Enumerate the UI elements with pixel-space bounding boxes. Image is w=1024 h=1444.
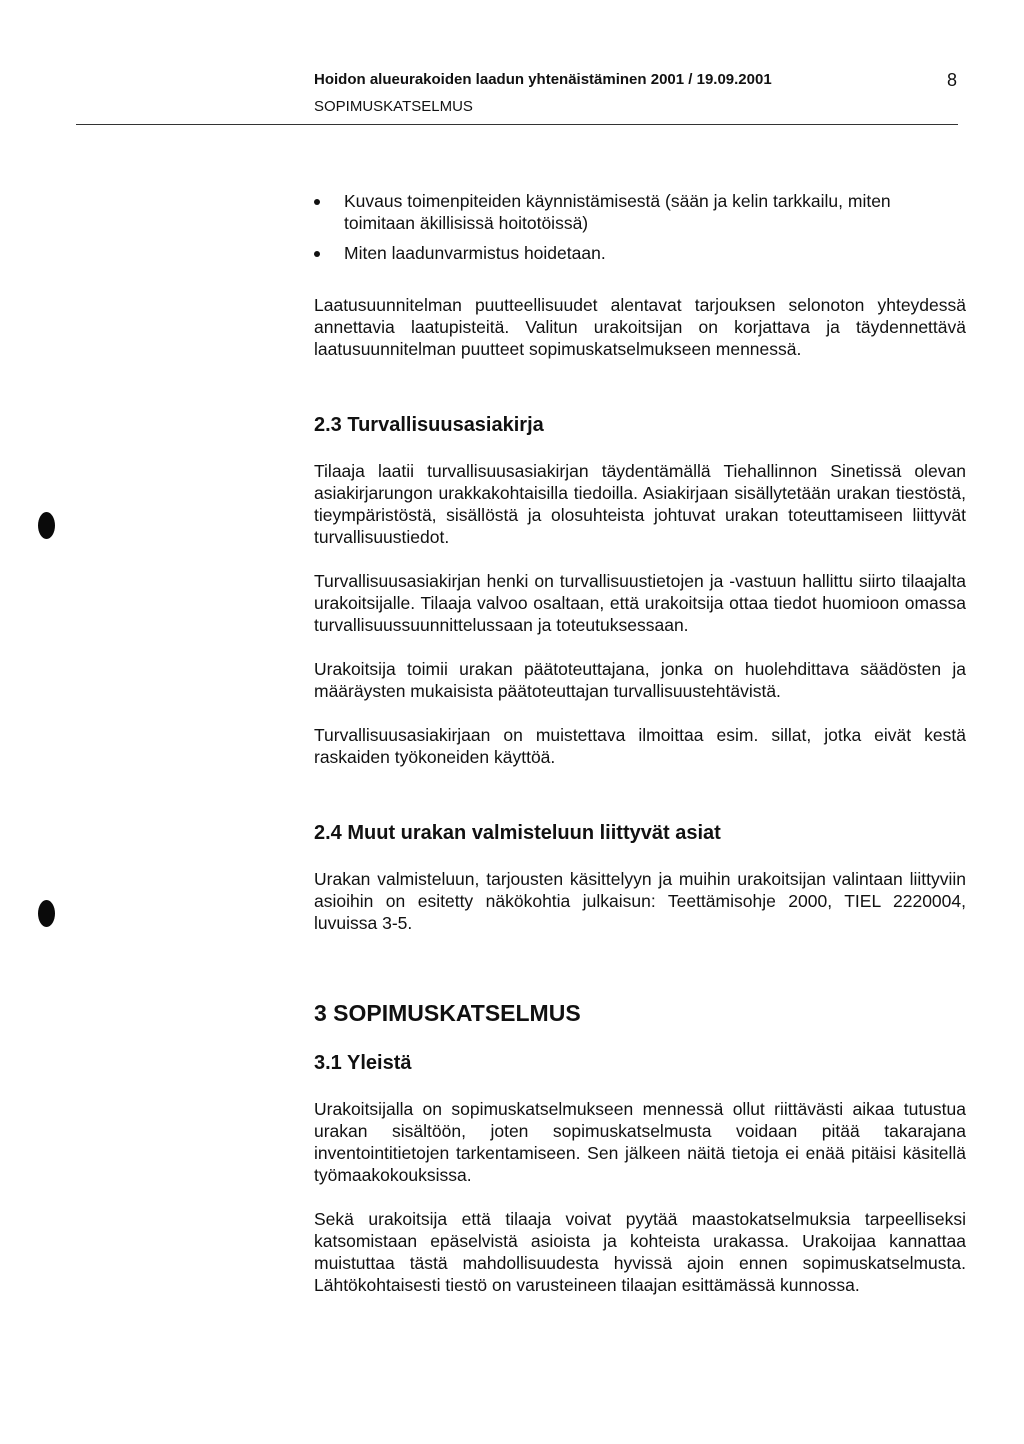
bullet-icon (314, 251, 320, 257)
paragraph: Laatusuunnitelman puutteellisuudet alentavat tarjouksen selonoton yhteydessä annettavia laatupisteitä. Valitun urakoitsijan on korjattava ja täydennettävä laatusuunnitelman puutteet sopimuskatselmukseen mennessä. (314, 295, 966, 359)
paragraph: Tilaaja laatii turvallisuusasiakirjan täydentämällä Tiehallinnon Sinetissä olevan asiakirjarungon urakkakohtaisilla tiedoilla. Asiakirjaan sisällytetään urakan tiestöstä, tieympäristöstä, sisällöstä ja olosuhteista johtuvat urakan toteuttamiseen liittyvät turvallisuustiedot. (314, 461, 966, 547)
header-title: Hoidon alueurakoiden laadun yhtenäistäminen 2001 / 19.09.2001 (314, 71, 772, 88)
page-number: 8 (947, 70, 958, 90)
bullet-icon (314, 199, 320, 205)
paragraph: Sekä urakoitsija että tilaaja voivat pyytää maastokatselmuksia tarpeelliseksi katsomistaan epäselvistä asioista ja kohteista urakassa. Urakoijaa kannattaa muistuttaa tästä mahdollisuudesta hyvissä ajoin ennen sopimuskatselmusta. Lähtökohtaisesti tiestö on varusteineen tilaajan esittämässä kunnossa. (314, 1209, 966, 1295)
header-subtitle: SOPIMUSKATSELMUS (314, 98, 473, 115)
list-item-text: Miten laadunvarmistus hoidetaan. (344, 243, 606, 263)
section-heading: 2.3 Turvallisuusasiakirja (314, 414, 544, 436)
paragraph: Urakoitsija toimii urakan päätoteuttajana, jonka on huolehdittava säädösten ja määräysten mukaisista päätoteuttajan turvallisuustehtävistä. (314, 659, 966, 701)
section-heading: 3.1 Yleistä (314, 1052, 412, 1074)
list-item (314, 242, 966, 264)
chapter-heading: 3 SOPIMUSKATSELMUS (314, 1000, 581, 1026)
header-divider (76, 124, 958, 125)
binder-hole-icon (38, 900, 55, 927)
paragraph: Turvallisuusasiakirjaan on muistettava ilmoittaa esim. sillat, jotka eivät kestä raskaiden työkoneiden käyttöä. (314, 725, 966, 767)
document-body (314, 190, 966, 1296)
bullet-list (314, 190, 966, 264)
paragraph: Urakan valmisteluun, tarjousten käsittelyyn ja muihin urakoitsijan valintaan liittyviin asioihin on esitetty näkökohtia julkaisun: Teettämisohje 2000, TIEL 2220004, luvuissa 3-5. (314, 869, 966, 933)
list-item-text: Kuvaus toimenpiteiden käynnistämisestä (sään ja kelin tarkkailu, miten toimitaan äkillisissä hoitotöissä) (344, 191, 891, 233)
list-item (314, 190, 966, 234)
section-heading: 2.4 Muut urakan valmisteluun liittyvät asiat (314, 822, 721, 844)
paragraph: Urakoitsijalla on sopimuskatselmukseen mennessä ollut riittävästi aikaa tutustua urakan sisältöön, joten sopimuskatselmusta voidaan pitää takarajana inventointitietojen tarkentamiseen. Sen jälkeen näitä tietoja ei enää pitäisi käsitellä työmaakokouksissa. (314, 1099, 966, 1185)
paragraph: Turvallisuusasiakirjan henki on turvallisuustietojen ja -vastuun hallittu siirto tilaajalta urakoitsijalle. Tilaaja valvoo osaltaan, että urakoitsija ottaa tiedot huomioon omassa turvallisuussuunnittelussaan ja toteutuksessaan. (314, 571, 966, 635)
binder-hole-icon (38, 512, 55, 539)
